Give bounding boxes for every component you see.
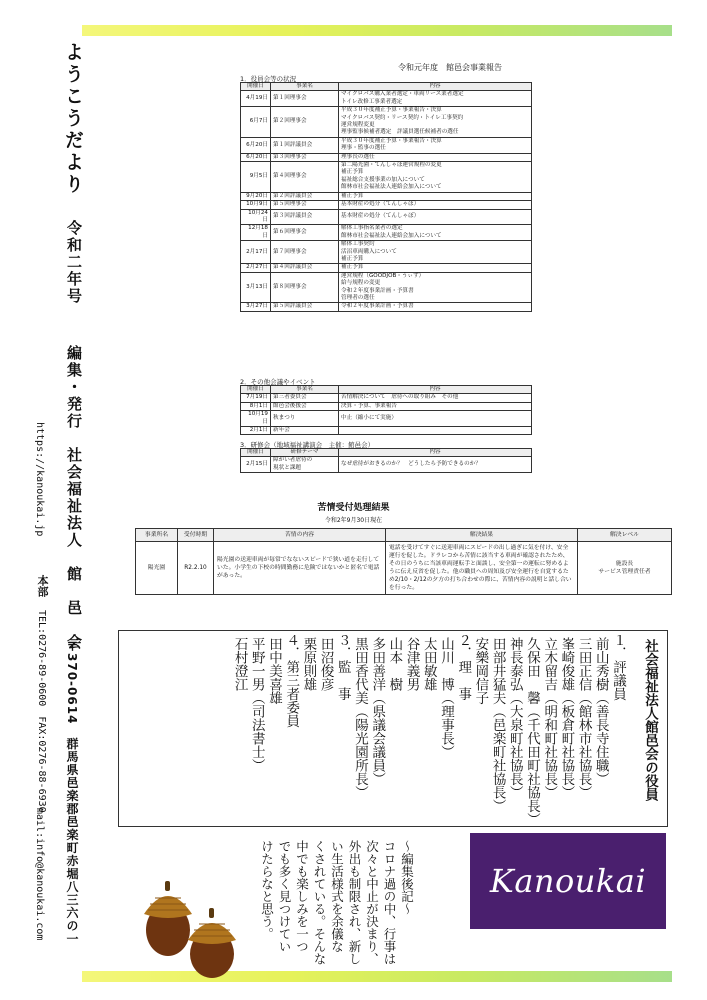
meeting-content	[339, 192, 532, 200]
meeting-name: 第８回理事会	[271, 272, 339, 303]
complaints-header: 解決レベル	[578, 529, 672, 542]
meeting-content-line: 基本財産の処分（てんしゃぼ）	[341, 201, 420, 208]
complaints-date: 令和2年9月30日現在	[324, 517, 383, 524]
meeting-date: 6月7日	[241, 107, 271, 138]
meeting-name: 第３回理事会	[271, 153, 339, 161]
kanoukai-logo	[470, 833, 666, 929]
event-content: 決算・予算、事業報告	[339, 402, 532, 410]
meeting-content-line: 解体工事指名業者の選定	[341, 225, 403, 232]
officer-entry: 谷津義男	[403, 637, 420, 691]
section3-heading: 3．研修会（地域福祉講演会 主催：館邑会）	[240, 441, 375, 449]
postal-address: 〒370-0614 群馬県邑楽郡邑楽町赤堀八三六の一	[65, 640, 79, 946]
officer-entry: 山川 博（理事長）	[438, 637, 454, 759]
meeting-name: 第２回理事会	[271, 107, 339, 138]
meeting-name: 第２回評議員会	[271, 192, 339, 200]
officer-entry: 平野一男（司法書士）	[248, 637, 265, 772]
col-item-header: 事業名	[271, 386, 339, 394]
meeting-date: 10月9日	[241, 201, 271, 209]
meeting-content	[339, 201, 532, 209]
meeting-content-line: トイレ改修工事業者選定	[341, 98, 403, 105]
meeting-content-line: 補正予算	[341, 255, 364, 262]
meeting-content-line: 活沼車両購入について	[341, 248, 397, 255]
report-title: 令和元年度 館邑会事業報告	[398, 63, 502, 72]
event-row	[241, 402, 532, 410]
top-gradient-band	[82, 25, 672, 36]
section1-heading: 1．役員会等の状況	[240, 75, 297, 83]
meeting-name: 第１回評議員会	[271, 137, 339, 153]
newsletter-title: ようこうだより	[62, 42, 84, 196]
meeting-date: 9月5日	[241, 162, 271, 193]
col-date-header: 開催日	[241, 449, 271, 457]
complaint-period: R2.2.10	[178, 542, 214, 595]
officer-entry: 石村澄江	[231, 637, 248, 691]
complaint-level	[578, 542, 672, 595]
officer-entry: 前山秀樹（善長寺住職）	[592, 637, 609, 786]
postscript-line: でも多く見つけてい	[277, 840, 292, 953]
postscript-line: 中でも楽しみを一つ	[294, 840, 310, 953]
meeting-content-line: 理事・監事の選任	[341, 145, 386, 152]
meeting-date: 12月18日	[241, 225, 271, 241]
meeting-content	[339, 209, 532, 225]
complaints-header: 受付時期	[178, 529, 214, 542]
officer-entry: 多田善洋（県議会議員）	[369, 637, 386, 786]
meeting-content-line: 令和２年度事業計画・予算書	[341, 303, 414, 310]
website-url[interactable]: https://kanoukai.jp	[34, 422, 45, 537]
meeting-name: 第７回理事会	[271, 241, 339, 264]
meeting-content-line: 第二陽光園・てんしゃぼ運営規程の変更	[341, 162, 442, 169]
meeting-content-line: 補正予算	[341, 264, 364, 271]
meeting-content-line: 理事監事候補者選定 評議員選任候補者の選任	[341, 129, 459, 136]
events-table	[240, 385, 532, 435]
meeting-content-line: 基本財産の処分（てんしゃぼ）	[341, 213, 420, 220]
meeting-date: 2月27日	[241, 264, 271, 272]
meeting-content	[339, 107, 532, 138]
complaint-result: 電話を受けてすぐに送迎車両にスピードの出し過ぎに気を付け、安全運行を促した。ドラレコから苦情に該当する車両が確認されたため、その日のうちに当該車両運転手と面談し、安全第一の運転に努めるように伝え反省を促した。他の職員への周知及び安全運行を自覚するため2/10・2/12の夕方の打ち合わせの際に、苦情内容の説明と話し合いを行った。	[386, 542, 578, 595]
officer-entry: ３．監 事	[334, 633, 351, 701]
officer-entry: 太田敏雄	[420, 637, 437, 691]
meeting-content-line: 平成３０年度補正予算・事業報告・決算	[341, 137, 442, 144]
meeting-name: 第１回理事会	[271, 91, 339, 107]
meeting-content-line: 管理者の選任	[341, 294, 375, 301]
training-topic	[271, 457, 339, 473]
meeting-content-line: 解体工事契約	[341, 241, 375, 248]
training-topic-line: 現状と課題	[273, 464, 301, 471]
officer-entry: 三田正信（館林市社協長）	[575, 637, 592, 799]
meeting-row	[241, 153, 532, 161]
officer-entry: 峯崎俊雄（板倉町社協長）	[558, 637, 575, 799]
event-date: 10月19日	[241, 411, 271, 427]
complaint-level-line: サービス管理責任者	[598, 569, 651, 575]
meeting-content-line: 館林市社会福祉法人連絡会加入について	[341, 184, 442, 191]
officer-entry: 立木留吉（明和町社協長）	[541, 637, 558, 799]
meeting-content	[339, 225, 532, 241]
officers-title: 社会福祉法人館邑会の役員	[642, 639, 658, 801]
meeting-row	[241, 137, 532, 153]
meeting-name: 第５回理事会	[271, 201, 339, 209]
meeting-content-line: 福祉総合支援事業の加入について	[341, 176, 425, 183]
event-row	[241, 394, 532, 402]
event-date: 7月19日	[241, 394, 271, 402]
event-content: 苦情解決について 虐待への取り組み その他	[339, 394, 532, 402]
meeting-content-line: 理事長の選任	[341, 153, 375, 160]
col-content-header: 内容	[339, 449, 532, 457]
publisher-label: 編集・発行 社会福祉法人 館 邑 会	[65, 345, 83, 651]
officer-entry: 黒田香代美（陽光園所長）	[352, 637, 368, 799]
meeting-row	[241, 225, 532, 241]
complaint-row	[136, 542, 672, 595]
meeting-content-line: 令和２年度事業計画・予算書	[341, 287, 414, 294]
officer-entry: 田沼俊彦	[317, 637, 334, 691]
postscript-line: ～編集後記～	[399, 840, 415, 915]
email-address[interactable]: mail:info@kanoukai.com	[34, 808, 45, 941]
training-topic-line: 障がい者虐待の	[273, 457, 313, 464]
tel-fax: TEL:0276-89-0600 FAX:0276-88-6930	[36, 610, 47, 813]
meeting-content-line: 給与規程の変更	[341, 280, 381, 287]
acorn-illustration	[128, 858, 254, 984]
meeting-row	[241, 192, 532, 200]
training-table	[240, 448, 532, 473]
postscript-line: 次々と中止が決まり、	[364, 840, 380, 965]
officers-box	[118, 630, 668, 827]
meeting-row	[241, 162, 532, 193]
meeting-name: 第３回評議員会	[271, 209, 339, 225]
col-date-header: 開催日	[241, 386, 271, 394]
col-item-header: 事業名	[271, 83, 339, 91]
meeting-date: 10月24日	[241, 209, 271, 225]
meeting-content	[339, 91, 532, 107]
meeting-row	[241, 272, 532, 303]
postscript-line: くされている。そんな	[312, 840, 327, 965]
meeting-name: 第４回理事会	[271, 162, 339, 193]
postscript-line: コロナ過の中、行事は	[382, 840, 397, 965]
meeting-date: 4月19日	[241, 91, 271, 107]
col-date-header: 開催日	[241, 83, 271, 91]
acorn-icon	[144, 881, 192, 956]
meeting-content-line: 補正予算	[341, 192, 364, 199]
meeting-content	[339, 241, 532, 264]
meeting-date: 9月20日	[241, 192, 271, 200]
postscript-line: い生活様式を余儀な	[329, 840, 345, 953]
event-name: 秋まつり	[271, 411, 339, 427]
event-content: 中止（縮小にて実施）	[339, 411, 532, 427]
complaint-content: 陽光園の送迎車両が毎常でなないスピードで狭い道を走行していた。小学生の下校の時間勤務に危険ではないかと匿名で電話があった。	[214, 542, 386, 595]
officer-entry: 神長泰弘（大泉町社協長）	[506, 637, 523, 799]
meetings-table	[240, 82, 532, 312]
section2-heading: 2．その他会議やイベント	[240, 378, 316, 386]
acorn-icon	[188, 908, 236, 978]
meeting-row	[241, 201, 532, 209]
issue-number: 令和二年号	[65, 220, 83, 305]
meeting-content	[339, 264, 532, 272]
training-date: 2月15日	[241, 457, 271, 473]
complaints-header: 苦情の内容	[214, 529, 386, 542]
officer-entry: ４．第三者委員	[283, 633, 300, 728]
meeting-content-line: 補正予算	[341, 169, 364, 176]
logo-text: Kanoukai	[489, 862, 647, 900]
complaint-facility: 陽光園	[136, 542, 178, 595]
complaints-table	[135, 528, 672, 595]
officer-entry: 山本 樹	[386, 637, 403, 691]
postscript-line: けたらなと思う。	[259, 840, 275, 940]
complaints-header: 解決結果	[386, 529, 578, 542]
complaints-title: 苦情受付処理結果	[317, 503, 390, 513]
officer-entry: 田部井猛夫（邑楽町社協長）	[489, 637, 506, 813]
editor-postscript	[258, 840, 416, 970]
event-name: 館邑会後援会	[271, 402, 339, 410]
meeting-content-line: マイクロバス購入業者選定・車両リース業者選定	[341, 91, 464, 98]
meeting-date: 6月20日	[241, 153, 271, 161]
meeting-content-line: 運営規程変更	[341, 122, 375, 129]
meeting-date: 3月27日	[241, 303, 271, 311]
officer-entry: 安樂岡信子	[472, 637, 489, 705]
training-row	[241, 457, 532, 473]
event-name: 第三者委員会	[271, 394, 339, 402]
meeting-name: 第６回理事会	[271, 225, 339, 241]
meeting-date: 3月13日	[241, 272, 271, 303]
event-row	[241, 427, 532, 435]
meeting-row	[241, 107, 532, 138]
meeting-content-line: 平成３０年度補正予算・事業報告・決算	[341, 107, 442, 114]
meeting-row	[241, 264, 532, 272]
complaints-header: 事業所名	[136, 529, 178, 542]
event-row	[241, 411, 532, 427]
officer-entry: 久保田 馨（千代田町社協長）	[524, 637, 540, 826]
complaint-level-line: 施設長	[615, 561, 634, 567]
officer-entry: 田中美喜雄	[266, 637, 282, 705]
postscript-line: 外出も制限され、新し	[347, 840, 362, 965]
event-date: 8月1日	[241, 402, 271, 410]
meeting-row	[241, 303, 532, 311]
meeting-content-line: 運営規程（GOODJOB・うぃず）	[341, 272, 425, 279]
officer-entry: １．評議員	[610, 633, 626, 701]
officer-entry: ２．理 事	[455, 633, 472, 701]
col-content-header: 内容	[339, 386, 532, 394]
meeting-date: 6月20日	[241, 137, 271, 153]
meeting-date: 2月17日	[241, 241, 271, 264]
meeting-name: 第４回評議員会	[271, 264, 339, 272]
col-topic-header: 研修テーマ	[271, 449, 339, 457]
meeting-name: 第５回評議員会	[271, 303, 339, 311]
meeting-content	[339, 162, 532, 193]
meeting-row	[241, 241, 532, 264]
meeting-content	[339, 272, 532, 303]
meeting-content-line: マイクロバス契約・リース契約・トイレ工事契約	[341, 114, 464, 121]
meeting-content-line: 館林市社会福祉法人連絡会加入について	[341, 232, 442, 239]
officer-entry: 栗原則雄	[300, 637, 317, 691]
event-name: 新年会	[271, 427, 339, 435]
col-content-header: 内容	[339, 83, 532, 91]
meeting-row	[241, 209, 532, 225]
meeting-row	[241, 91, 532, 107]
training-content: なぜ虐待がおきるのか？ どうしたら予防できるのか？	[339, 457, 532, 473]
event-content	[339, 427, 532, 435]
meeting-content	[339, 153, 532, 161]
head-office-label: 本部	[36, 575, 49, 597]
event-date: 2月1日	[241, 427, 271, 435]
meeting-content	[339, 137, 532, 153]
meeting-content	[339, 303, 532, 311]
